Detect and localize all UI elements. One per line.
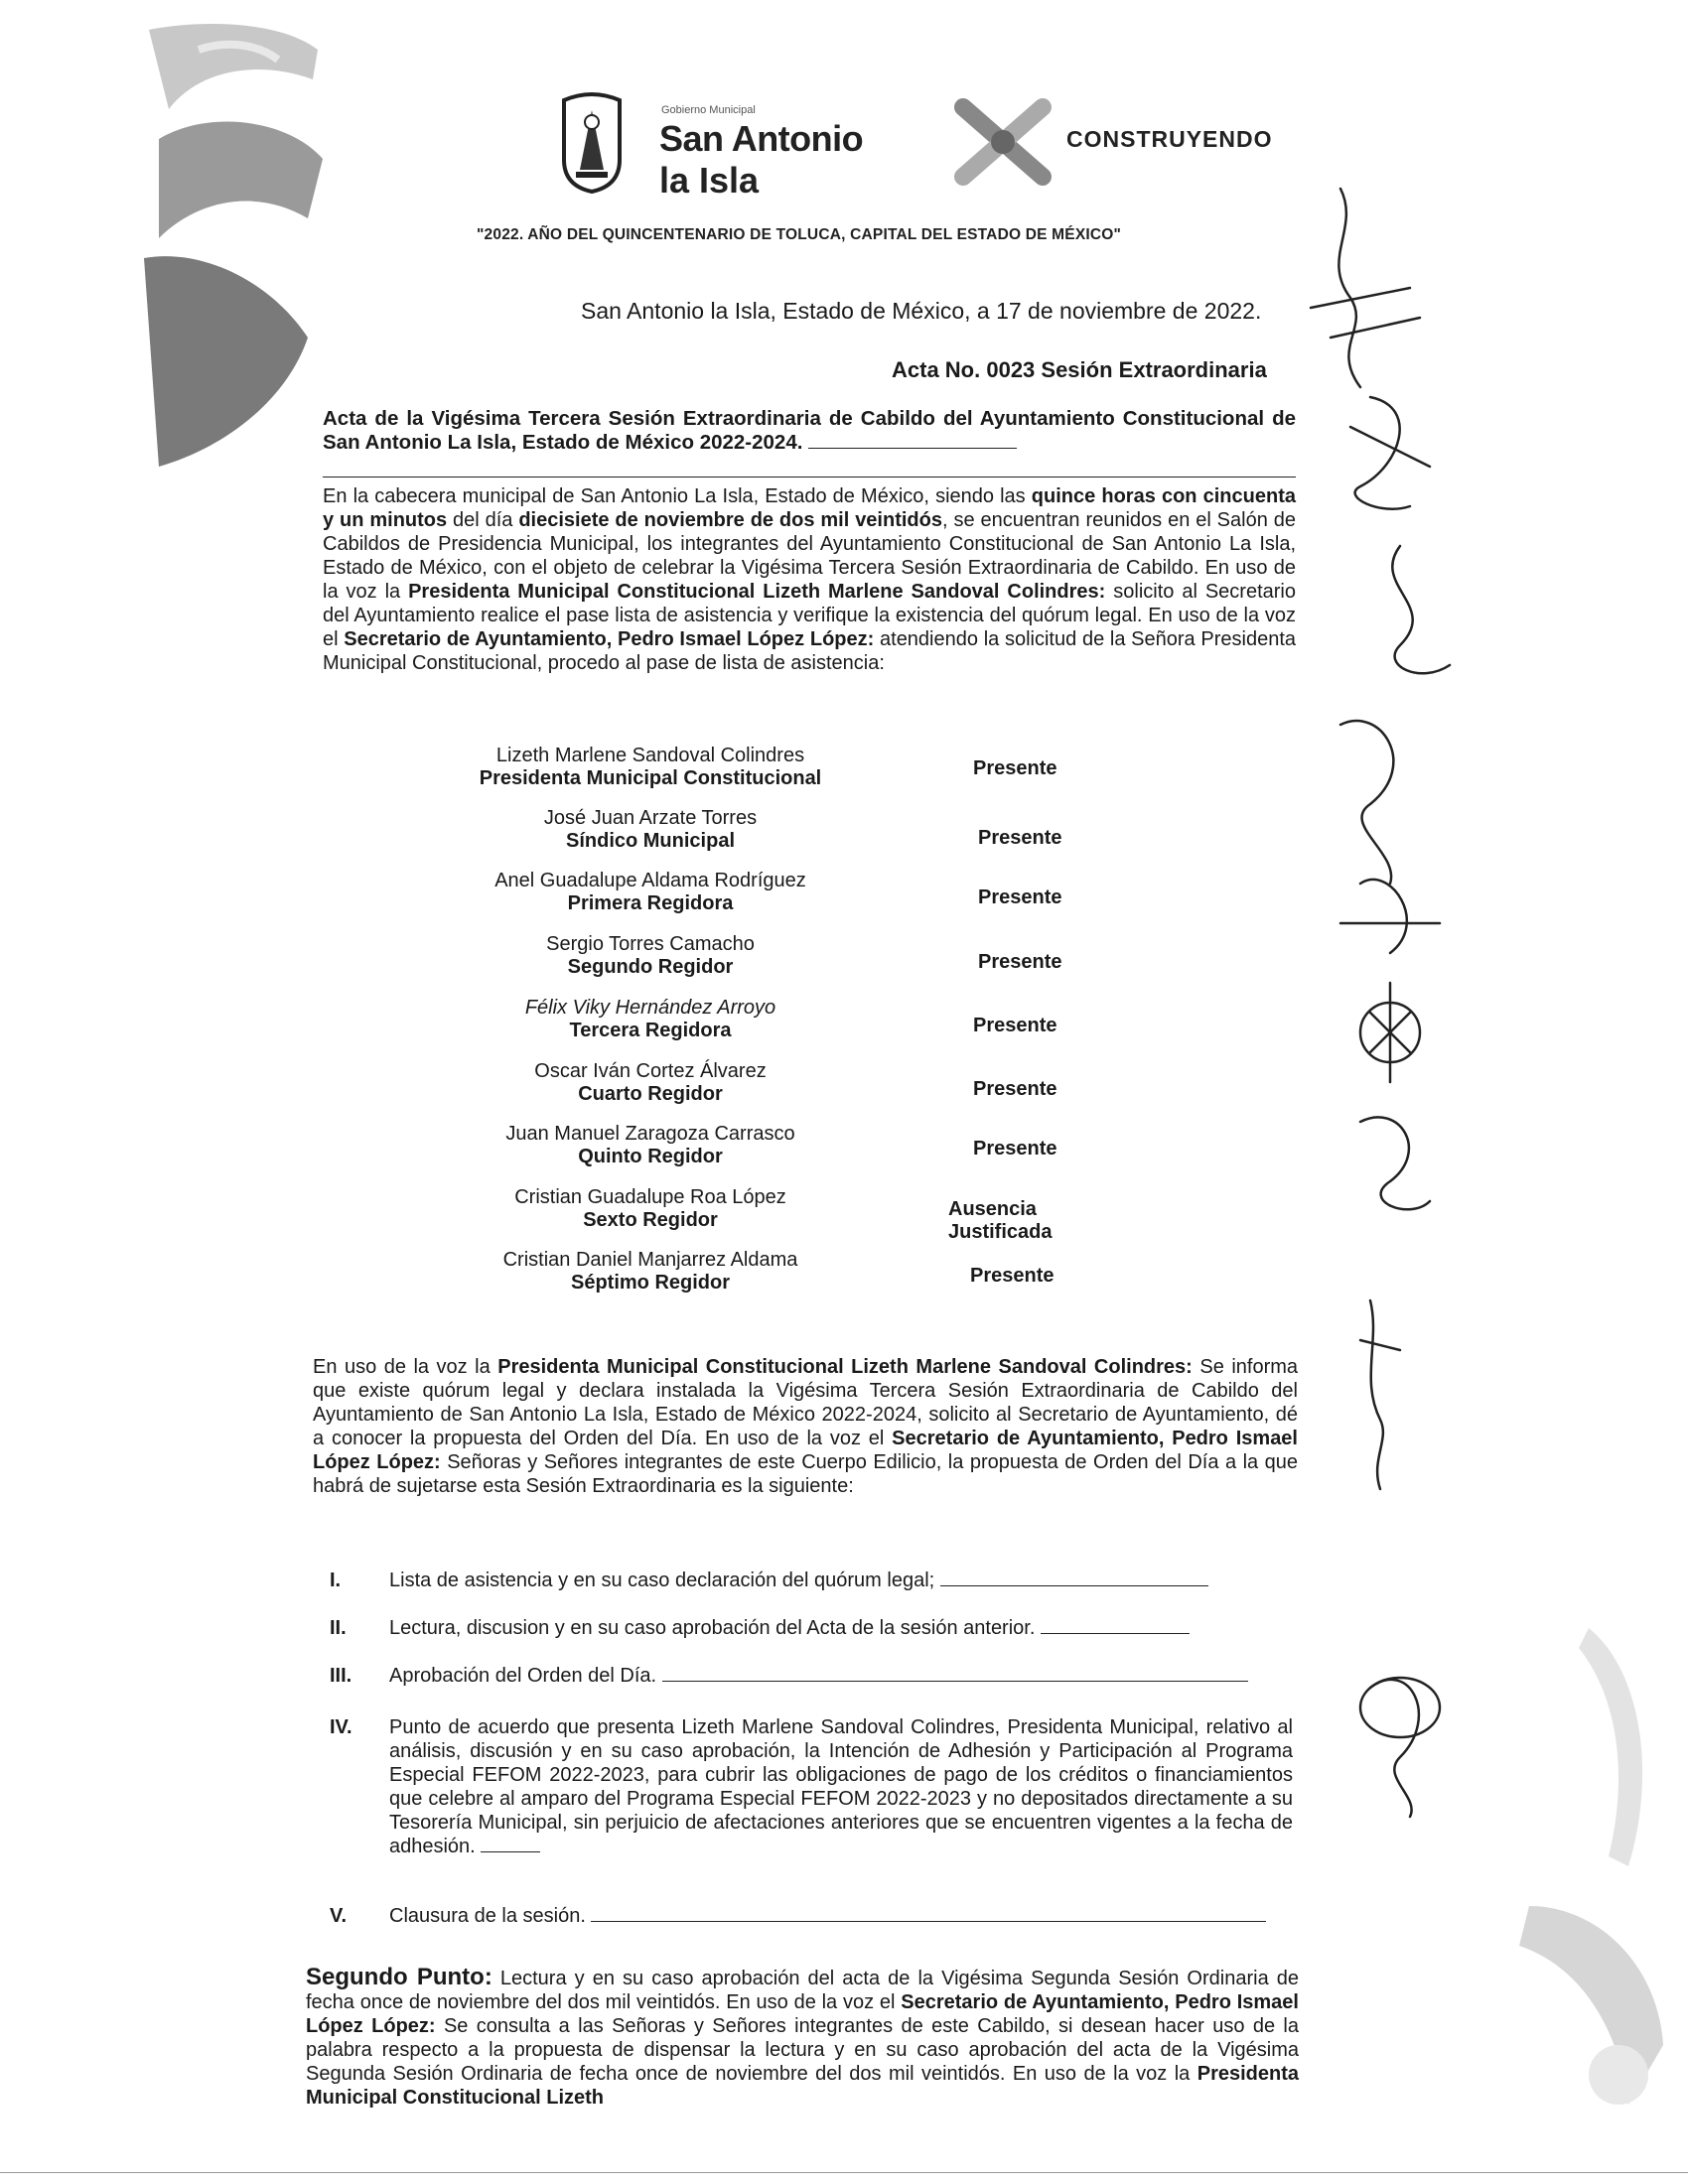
attendance-status: Ausencia Justificada xyxy=(948,1198,1053,1243)
opening-paragraph xyxy=(323,484,1296,675)
member-entry xyxy=(422,870,879,915)
quorum-paragraph xyxy=(313,1355,1298,1498)
second-point-president: Presidenta Municipal Constitucional Lizeth xyxy=(306,2063,1299,2109)
intro-text: , se encuentran reunidos en el Salón de Cabildos de Presidencia Municipal, los integrantes del Ayuntamiento Constitucional de San Antonio La Isla, Estado de México, con el objeto de celebrar la Vigésima Tercera Sesión Extraordinaria de Cabildo. En uso de la voz la xyxy=(323,509,1296,603)
place-and-date: San Antonio la Isla, Estado de México, a 17 de noviembre de 2022. xyxy=(581,298,1262,324)
member-role: Segundo Regidor xyxy=(567,956,734,978)
attendance-status: Presente xyxy=(978,827,1062,849)
member-name: Sergio Torres Camacho xyxy=(546,933,755,955)
member-name: José Juan Arzate Torres xyxy=(543,807,758,829)
intro-time: quince horas con cincuenta y un minutos xyxy=(323,485,1296,531)
member-role: Sexto Regidor xyxy=(583,1209,718,1231)
municipality-tagline: Gobierno Municipal xyxy=(661,104,756,116)
agenda-number: IV. xyxy=(330,1716,352,1738)
municipal-shield-icon xyxy=(560,90,624,194)
quorum-text: Se informa que existe quórum legal y declara instalada la Vigésima Tercera Sesión Extraordinaria de Cabildo del Ayuntamiento de San Antonio La Isla, Estado de México 2022-2024, solicito al Secretario de Ayuntamiento, dé a conocer la propuesta del Orden del Día. En uso de la voz el xyxy=(313,1356,1299,1449)
agenda-text-wrap xyxy=(389,1715,1293,1858)
construyendo-wordmark: CONSTRUYENDO xyxy=(1066,126,1273,152)
member-name: Juan Manuel Zaragoza Carrasco xyxy=(505,1123,795,1145)
attendance-status: Presente xyxy=(973,757,1057,779)
municipality-name-line-1: San Antonio xyxy=(659,118,864,159)
member-name: Cristian Guadalupe Roa López xyxy=(514,1186,786,1208)
member-entry xyxy=(422,1060,879,1106)
fill-line xyxy=(481,1850,540,1852)
decorative-swoosh-graphic xyxy=(139,20,328,477)
second-point-heading: Segundo Punto: xyxy=(306,1964,492,1990)
intro-president: Presidenta Municipal Constitucional Lizeth Marlene Sandoval Colindres: xyxy=(408,581,1106,603)
fill-line xyxy=(808,448,1017,449)
quorum-text: Señoras y Señores integrantes de este Cuerpo Edilicio, la propuesta de Orden del Día a la que habrá de sujetarse esta Sesión Extraordinaria es la siguiente: xyxy=(313,1451,1299,1497)
quorum-secretary: Secretario de Ayuntamiento, Pedro Ismael López López: xyxy=(313,1428,1298,1473)
member-role: Séptimo Regidor xyxy=(570,1272,730,1294)
member-role: Presidenta Municipal Constitucional xyxy=(479,767,822,789)
second-point-paragraph xyxy=(306,1966,1299,2110)
fill-line xyxy=(591,1920,1266,1922)
agenda-text-wrap xyxy=(389,1569,1293,1592)
member-role: Quinto Regidor xyxy=(578,1146,723,1167)
member-entry xyxy=(422,745,879,790)
member-entry xyxy=(422,1186,879,1232)
intro-text: solicito al Secretario del Ayuntamiento realice el pase lista de asistencia y verifique la existencia del quórum legal. En uso de la voz el xyxy=(323,581,1296,650)
second-point-secretary: Secretario de Ayuntamiento, Pedro Ismael López López: xyxy=(306,1991,1299,2037)
attendance-status: Presente xyxy=(973,1138,1057,1160)
agenda-number: III. xyxy=(330,1665,352,1687)
member-name: Anel Guadalupe Aldama Rodríguez xyxy=(494,870,806,891)
fill-line xyxy=(662,1680,1248,1682)
quorum-president: Presidenta Municipal Constitucional Lizeth Marlene Sandoval Colindres: xyxy=(497,1356,1193,1378)
quorum-text: En uso de la voz la xyxy=(313,1356,498,1378)
agenda-text: Clausura de la sesión. xyxy=(389,1905,586,1927)
intro-date: diecisiete de noviembre de dos mil veintidós xyxy=(518,509,942,531)
second-point-text: Se consulta a las Señoras y Señores integrantes de este Cabildo, si desean hacer uso de la palabra respecto a la propuesta de dispensar la lectura y en su caso aprobación del acta de la Vigésima Segunda Sesión Ordinaria de fecha once de noviembre del dos mil veintidós. En uso de la voz la xyxy=(306,2015,1299,2085)
attendance-status: Presente xyxy=(973,1015,1057,1036)
member-entry xyxy=(422,1123,879,1168)
municipality-name-line-2: la Isla xyxy=(659,160,760,201)
agenda-text: Punto de acuerdo que presenta Lizeth Marlene Sandoval Colindres, Presidenta Municipal, relativo al análisis, discusión y en su caso aprobación, la Intención de Adhesión y Participación al Programa Especial FEFOM 2022-2023, para cubrir las obligaciones de pago de los créditos o financiamientos que celebre al amparo del Programa Especial FEFOM 2022-2023 y no depositados directamente a su Tesorería Municipal, sin perjuicio de afectaciones anteriores que se encuentren vigentes a la fecha de adhesión. xyxy=(389,1716,1293,1857)
acta-title-text: Acta de la Vigésima Tercera Sesión Extraordinaria de Cabildo del Ayuntamiento Constitucional de San Antonio La Isla, Estado de México 2022-2024. xyxy=(323,407,1296,454)
agenda-text: Lectura, discusion y en su caso aprobación del Acta de la sesión anterior. xyxy=(389,1617,1036,1639)
member-name: Lizeth Marlene Sandoval Colindres xyxy=(495,745,805,766)
handwritten-signatures xyxy=(1281,169,1509,1916)
agenda-number: II. xyxy=(330,1617,347,1639)
acta-title xyxy=(323,407,1296,455)
fill-line xyxy=(1041,1632,1190,1634)
intro-text: atendiendo la solicitud de la Señora Presidenta Municipal Constitucional, procedo al pase de lista de asistencia: xyxy=(323,628,1297,674)
letterhead xyxy=(556,84,1311,213)
page-edge-line xyxy=(0,2172,1688,2173)
agenda-text-wrap xyxy=(389,1904,1293,1928)
intro-text: En la cabecera municipal de San Antonio La Isla, Estado de México, siendo las xyxy=(323,485,1032,507)
attendance-status: Presente xyxy=(973,1078,1057,1100)
agenda-number: V. xyxy=(330,1905,348,1927)
member-role: Cuarto Regidor xyxy=(578,1083,723,1105)
intro-text: del día xyxy=(447,509,519,531)
member-entry xyxy=(422,933,879,979)
official-year-motto: "2022. AÑO DEL QUINCENTENARIO DE TOLUCA, CAPITAL DEL ESTADO DE MÉXICO" xyxy=(477,226,1122,243)
attendance-status: Presente xyxy=(978,951,1062,973)
member-name: Félix Viky Hernández Arroyo xyxy=(524,997,776,1019)
member-role: Síndico Municipal xyxy=(565,830,735,852)
agenda-text: Lista de asistencia y en su caso declaración del quórum legal; xyxy=(389,1570,935,1591)
member-entry xyxy=(422,807,879,853)
agenda-text-wrap xyxy=(389,1616,1293,1640)
member-role: Tercera Regidora xyxy=(569,1020,732,1041)
member-entry xyxy=(422,1249,879,1295)
attendance-status: Presente xyxy=(970,1265,1055,1287)
municipality-logo xyxy=(556,84,933,204)
fill-line xyxy=(940,1584,1208,1586)
member-entry xyxy=(422,997,879,1042)
construyendo-logo xyxy=(943,84,1311,204)
member-name: Cristian Daniel Manjarrez Aldama xyxy=(502,1249,798,1271)
agenda-number: I. xyxy=(330,1570,342,1591)
acta-number: Acta No. 0023 Sesión Extraordinaria xyxy=(892,357,1267,382)
construyendo-x-mark-icon xyxy=(943,92,1062,192)
intro-secretary: Secretario de Ayuntamiento, Pedro Ismael López López: xyxy=(344,628,875,650)
second-point-text: Lectura y en su caso aprobación del acta de la Vigésima Segunda Sesión Ordinaria de fecha once de noviembre del dos mil veintidós. En uso de la voz el xyxy=(306,1968,1299,2013)
agenda-text: Aprobación del Orden del Día. xyxy=(389,1665,657,1687)
agenda-text-wrap xyxy=(389,1664,1293,1688)
member-role: Primera Regidora xyxy=(567,892,734,914)
member-name: Oscar Iván Cortez Álvarez xyxy=(534,1060,767,1082)
divider-rule xyxy=(323,477,1296,478)
attendance-status: Presente xyxy=(978,887,1062,908)
